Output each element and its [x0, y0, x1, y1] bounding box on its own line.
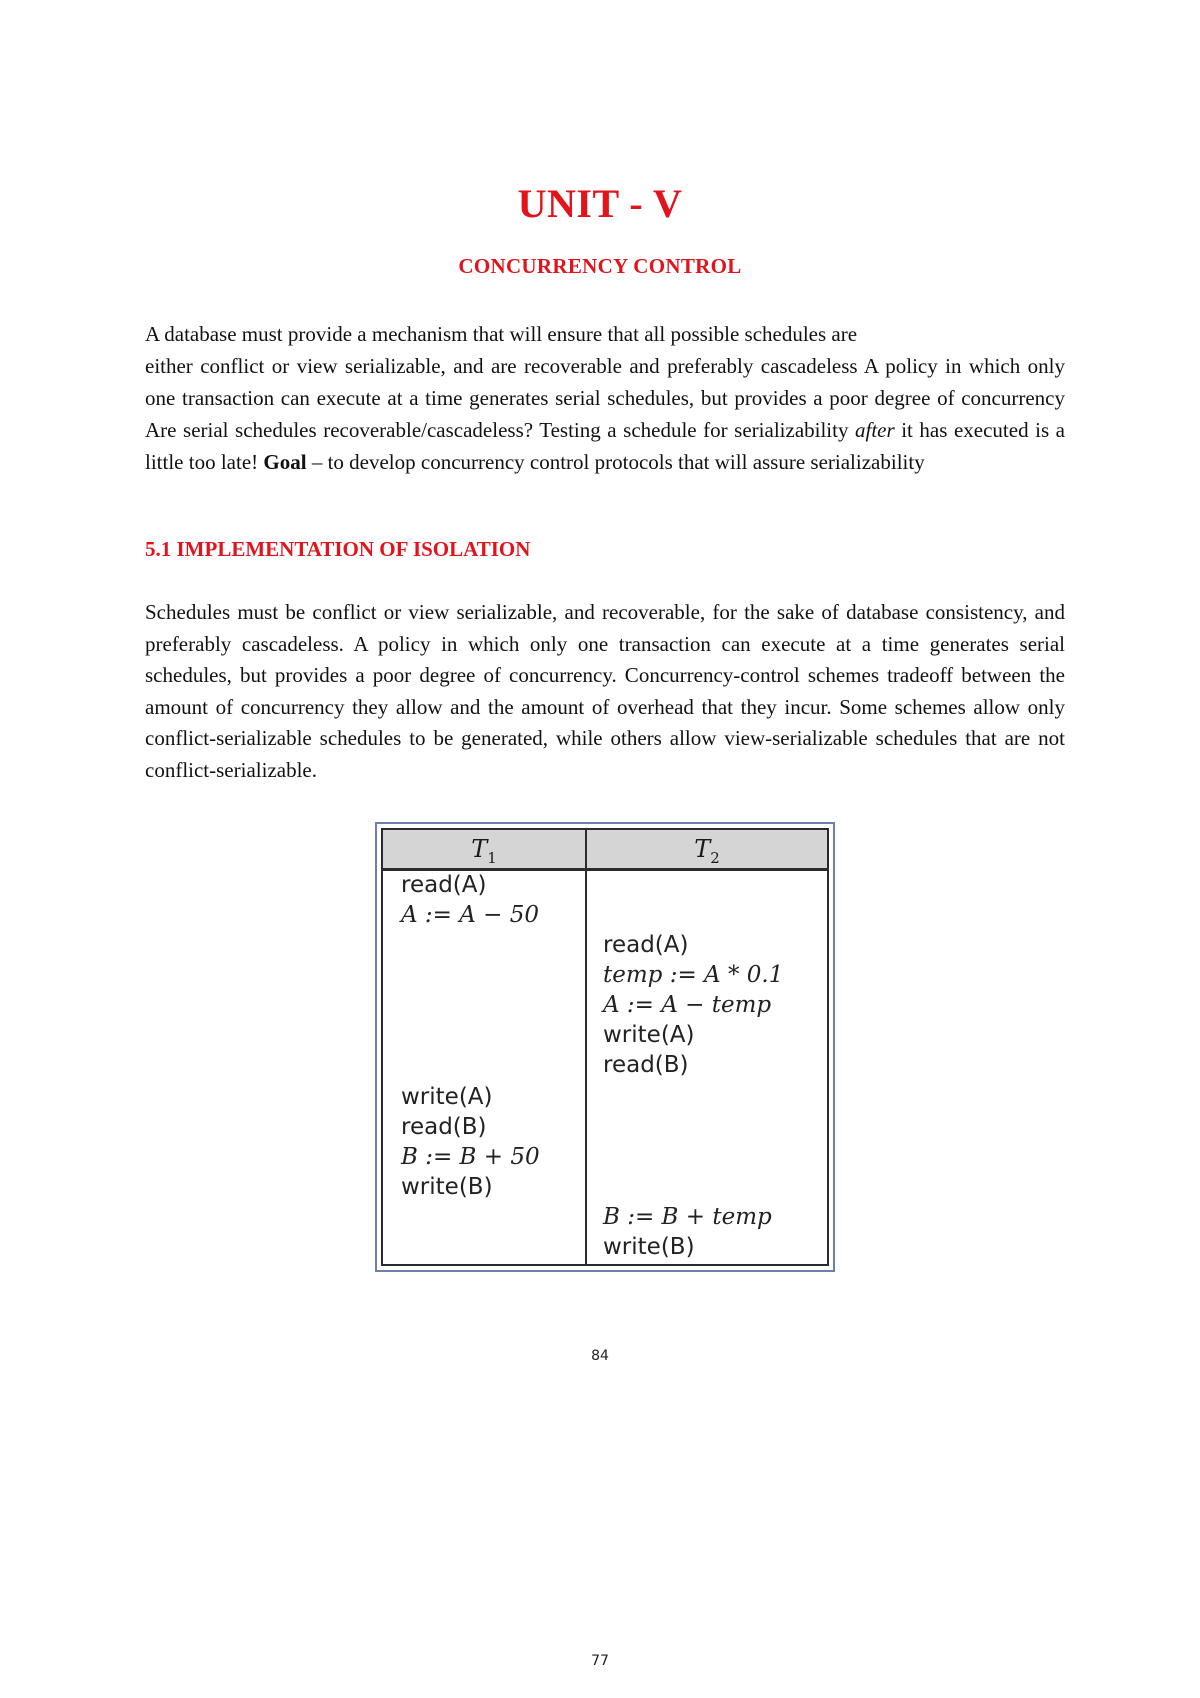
t2-op-assign-temp: temp := A * 0.1 [603, 962, 784, 988]
column-header-t2 [587, 830, 827, 868]
schedule-table-inner [381, 828, 829, 1266]
intro-text-b: it has executed is a little too late! [145, 418, 1065, 474]
t2-op-write-b: write(B) [603, 1234, 695, 1260]
t2-op-read-a: read(A) [603, 932, 689, 958]
intro-text-c: – to develop concurrency control protocols that will assure serializability [306, 450, 925, 474]
t1-op-assign-a: A := A − 50 [401, 902, 540, 928]
section-heading: 5.1 IMPLEMENTATION OF ISOLATION [145, 537, 531, 561]
t1-op-read-b: read(B) [401, 1114, 487, 1140]
chapter-title: CONCURRENCY CONTROL [458, 254, 742, 278]
column-header-t1 [383, 830, 585, 868]
t1-op-assign-b: B := B + 50 [401, 1144, 540, 1170]
unit-title: UNIT - V [517, 181, 683, 226]
t2-header-base: T [694, 835, 711, 863]
inner-page-number: 84 [591, 1348, 609, 1364]
t2-op-assign-b: B := B + temp [603, 1204, 772, 1230]
t2-header-sub: 2 [710, 848, 720, 867]
intro-paragraph [145, 350, 1065, 478]
section-paragraph: Schedules must be conflict or view serializable, and recoverable, for the sake of database consistency, and preferably cascadeless. A policy in which only one transaction can execute at a time generates serial schedules, but provides a poor degree of concurrency. Concurrency-control schemes tradeoff between the amount of concurrency they allow and the amount of overhead that they incur. Some schemes allow only conflict-serializable schedules to be generated, while others allow view-serializable schedules that are not conflict-serializable. [145, 600, 1065, 782]
t1-header-base: T [471, 835, 488, 863]
t2-op-write-a: write(A) [603, 1022, 695, 1048]
t1-op-write-b: write(B) [401, 1174, 493, 1200]
schedule-table [375, 822, 835, 1272]
t2-op-assign-a: A := A − temp [603, 992, 772, 1018]
t2-op-read-b: read(B) [603, 1052, 689, 1078]
table-header-row [383, 830, 827, 871]
intro-first-line: A database must provide a mechanism that will ensure that all possible schedules are [145, 322, 858, 346]
column-divider [585, 830, 587, 1264]
intro-bold-word: Goal [263, 450, 307, 474]
t1-op-write-a: write(A) [401, 1084, 493, 1110]
intro-italic-word: after [855, 418, 895, 442]
intro-text-a: either conflict or view serializable, and are recoverable and preferably cascadeless A policy in which only one transaction can execute at a time generates serial schedules, but provides a poor degree of concurrency Are serial schedules recoverable/cascadeless? Testing a schedule for serializability [145, 354, 1065, 442]
t1-op-read-a: read(A) [401, 872, 487, 898]
page-number: 77 [591, 1653, 609, 1669]
t1-header-sub: 1 [487, 848, 497, 867]
